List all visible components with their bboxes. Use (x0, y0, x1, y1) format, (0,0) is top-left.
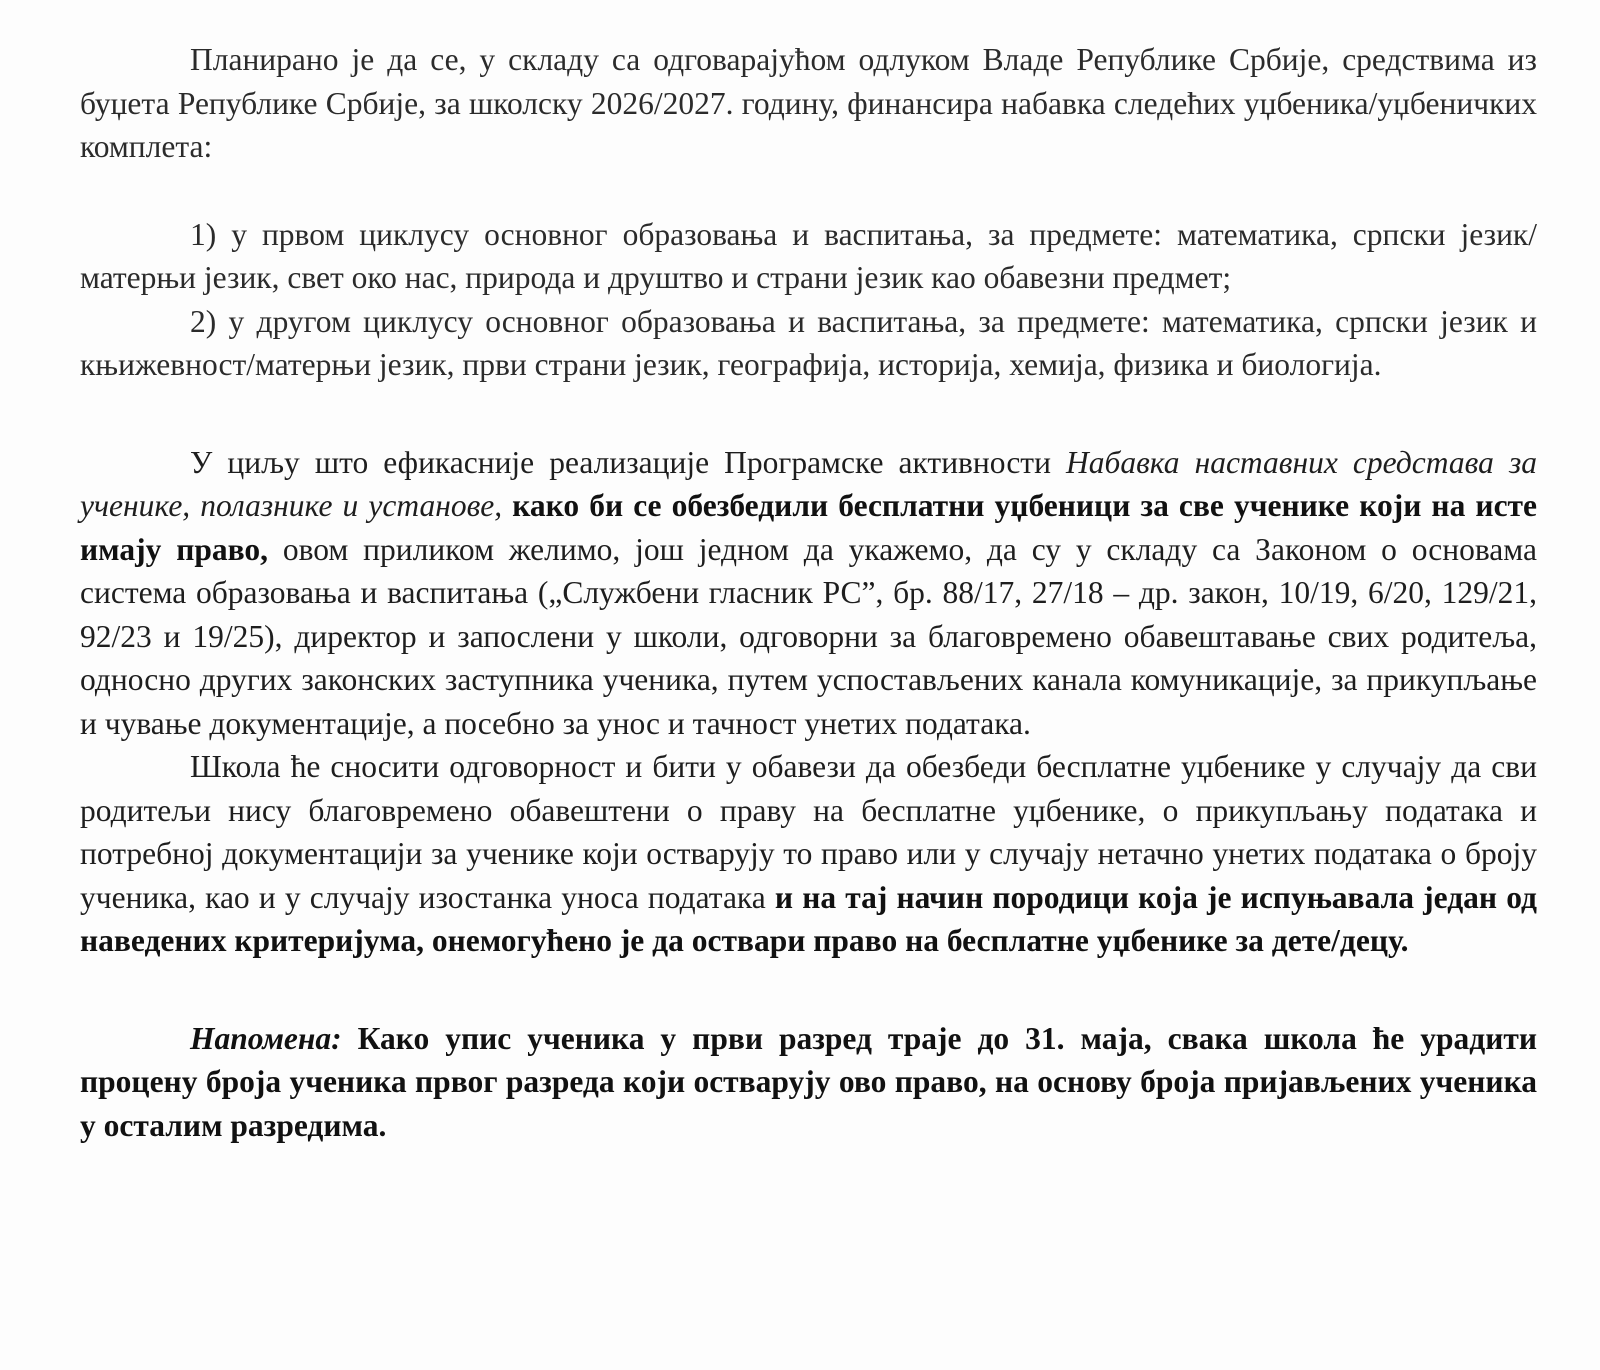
responsibility-paragraph (80, 745, 1537, 963)
note-paragraph (80, 1017, 1537, 1148)
program-activity-title: Набавка наставних средстава за ученике, полазнике и установе, (80, 444, 1537, 523)
responsibility-emphasis: и на тај начин породици која је испуњавала један од наведених критеријума, онемогућено је да оствари право на бесплатне уџбенике за дете/децу. (80, 879, 1537, 958)
intro-paragraph: Планирано је да се, у складу са одговарајућом одлуком Владе Републике Србије, средствима из буџета Републике Србије, за школску 2026/2027. годину, финансира набавка следећих уџбеника/уџбеничких комплета: (80, 42, 1537, 164)
note-text: Како упис ученика у први разред траје до 31. маја, свака школа ће урадити процену броја ученика првог разреда који остварују ово право, на основу броја пријављених ученика у осталим разредима. (80, 1020, 1537, 1143)
list-item-first-cycle: 1) у првом циклусу основног образовања и васпитања, за предмете: математика, српски језик/матерњи језик, свет око нас, природа и друштво и страни језик као обавезни предмет; (80, 216, 1537, 295)
goal-rest: овом приликом желимо, још једном да укажемо, да су у складу са Законом о основама система образовања и васпитања („Службени гласник РС”, бр. 88/17, 27/18 – др. закон, 10/19, 6/20, 129/21, 92/23 и 19/25), директор и запослени у школи, одговорни за благовремено обавештавање свих родитеља, односно других законских заступника ученика, путем успостављених канала комуникације, за прикупљање и чување документације, а посебно за унос и тачност унетих података. (80, 531, 1537, 741)
goal-emphasis: како би се обезбедили бесплатни уџбеници за све ученике који на исте имају право, (80, 488, 1538, 567)
responsibility-text: Школа ће сносити одговорност и бити у обавези да обезбеди бесплатне уџбенике у случају да сви родитељи нису благовремено обавештени о праву на бесплатне уџбенике, о прикупљању података и потребној документацији за ученике који остварују то право или у случају нетачно унетих података о броју ученика, као и у случају изостанка уноса података (80, 749, 1537, 915)
list-item-second-cycle: 2) у другом циклусу основног образовања и васпитања, за предмете: математика, српски језик и књижевност/матерњи језик, први страни језик, географија, историја, хемија, физика и биологија. (80, 303, 1537, 382)
goal-paragraph (80, 441, 1537, 746)
note-label: Напомена: (190, 1020, 342, 1056)
goal-lead: У циљу што ефикасније реализације Програмске активности (190, 444, 1067, 480)
